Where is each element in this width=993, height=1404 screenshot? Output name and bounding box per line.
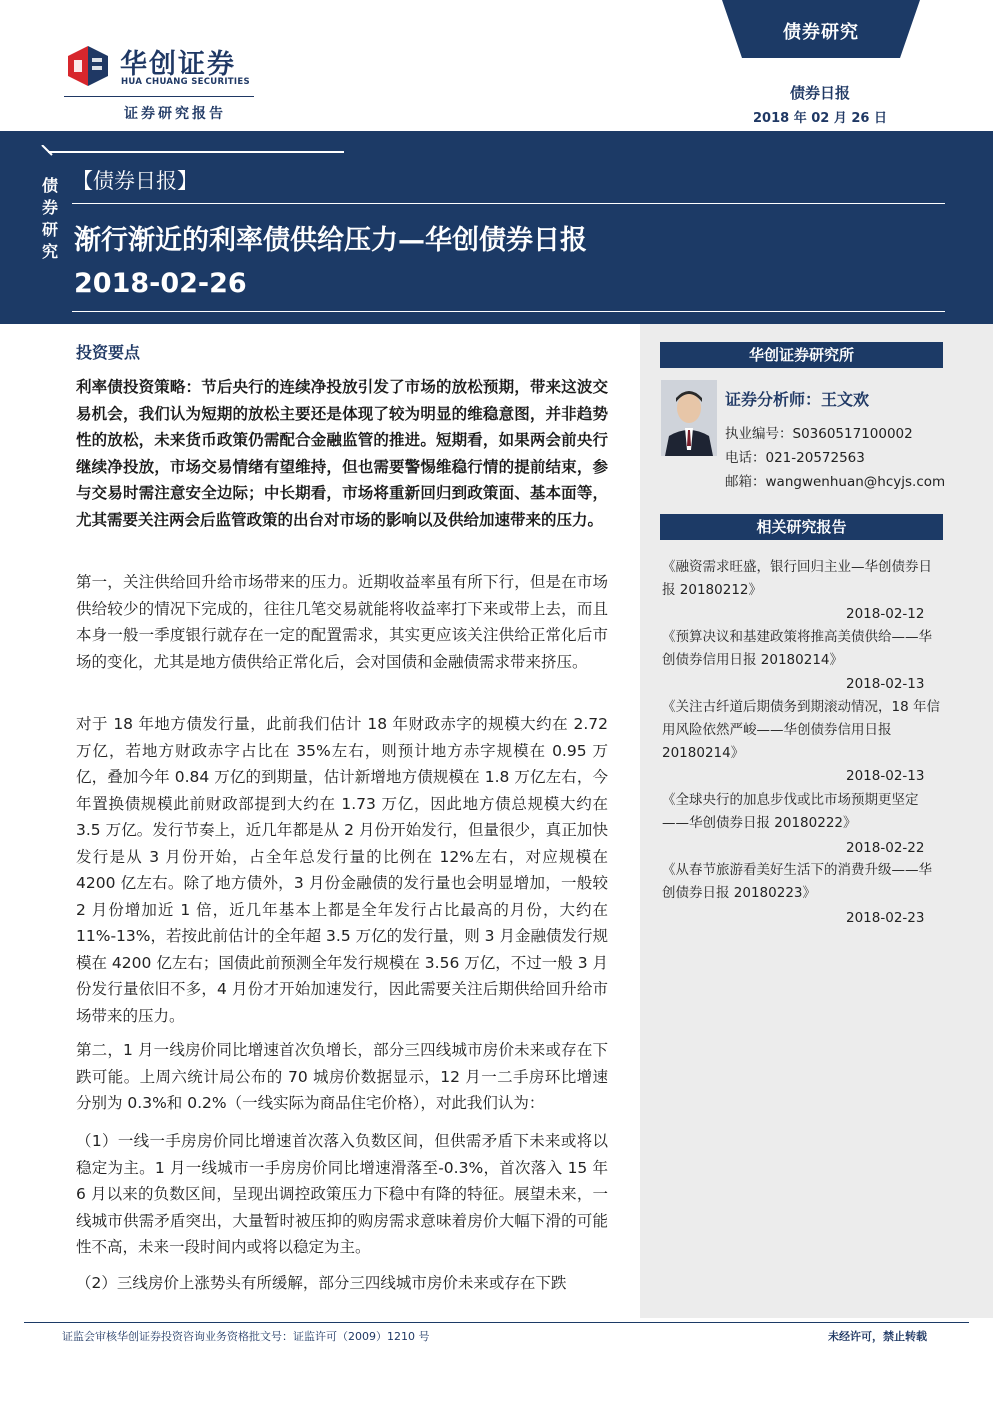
strategy-paragraph: 利率债投资策略：节后央行的连续净投放引发了市场的放松预期，带来这波交易机会，我们认为短期的放松主要还是体现了较为明显的维稳意图，并非趋势性的放松，未来货币政策仍需配合金融监管的推进。短期看，如果两会前央行继续净投放，市场交易情绪有望维持，但也需要警惕维稳行情的提前结束，参与交易时需注意安全边际；中长期看，市场将重新回归到政策面、基本面等，尤其需要关注两会后监管政策的出台对市场的影响以及供给加速带来的压力。 bbox=[76, 378, 608, 529]
category-tab-label: 债券研究 bbox=[783, 22, 859, 43]
logo-chinese-name: 华创证券 bbox=[120, 49, 236, 80]
banner-tag: 【债券日报】 bbox=[72, 169, 198, 193]
related-report-date: 2018-02-23 bbox=[846, 910, 925, 926]
banner-bottom-rule bbox=[72, 311, 945, 312]
analyst-email: 邮箱：wangwenhuan@hcyjs.com bbox=[725, 474, 946, 490]
body-paragraph: （2）三线房价上涨势头有所缓解，部分三四线城市房价未来或存在下跌 bbox=[76, 1274, 567, 1292]
analyst-avatar bbox=[661, 380, 717, 456]
related-report-title[interactable]: 《融资需求旺盛，银行回归主业—华创债券日报 20180212》 bbox=[662, 559, 932, 598]
footer-license-notice: 证监会审核华创证券投资咨询业务资格批文号：证监许可（2009）1210 号 bbox=[62, 1330, 430, 1343]
company-logo-icon bbox=[64, 42, 112, 90]
related-report-date: 2018-02-13 bbox=[846, 676, 925, 692]
body-paragraph: （1）一线一手房房价同比增速首次落入负数区间，但供需矛盾下未来或将以稳定为主。1 月一线城市一手房房价同比增速滑落至-0.3%，首次落入 15 年 6 月以来的负数区间，呈现出调控政策压力下稳中有降的特征。展望未来，一线城市供需矛盾突出，大量暂时被压抑的购房需求意味着房价大幅下滑的可能性不高，未来一段时间内或将以稳定为主。 bbox=[76, 1132, 608, 1256]
category-tab bbox=[722, 0, 920, 58]
footer-copyright: 未经许可，禁止转载 bbox=[828, 1330, 927, 1343]
logo-subtitle: 证券研究报告 bbox=[124, 106, 226, 122]
institute-header: 华创证券研究所 bbox=[660, 342, 943, 368]
title-banner bbox=[0, 131, 993, 324]
analyst-name: 证券分析师：王文欢 bbox=[725, 390, 870, 409]
report-type: 债券日报 bbox=[789, 84, 850, 102]
analyst-phone: 电话：021-20572563 bbox=[725, 450, 865, 466]
section-title: 投资要点 bbox=[76, 343, 141, 362]
related-report-title[interactable]: 《全球央行的加息步伐或比市场预期更坚定——华创债券日报 20180222》 bbox=[662, 792, 919, 831]
footer-rule bbox=[24, 1322, 969, 1323]
related-report-title[interactable]: 《预算决议和基建政策将推高美债供给——华创债券信用日报 20180214》 bbox=[662, 629, 932, 668]
body-paragraph: 对于 18 年地方债发行量，此前我们估计 18 年财政赤字的规模大约在 2.72 万亿，若地方财政赤字占比在 35%左右，则预计地方赤字规模在 0.95 万亿，叠加今年 0.84 万亿的到期量，估计新增地方债规模在 1.8 万亿左右，今年置换债规模此前财政部提到大约在 1.73 万亿，因此地方债总规模大约在 3.5 万亿。发行节奏上，近几年都是从 2 月份开始发行，但量很少，真正加快发行是从 3 月份开始，占全年总发行量的比例在 12%左右，对应规模在 4200 亿左右。除了地方债外，3 月份金融债的发行量也会明显增加，一般较 2 月份增加近 1 倍，近几年基本上都是全年发行占比最高的月份，大约在 11%-13%，若按此前估计的全年超 3.5 万亿的发行量，则 3 月金融债发行规模在 4200 亿左右；国债此前预测全年发行规模在 3.56 万亿，不过一般 3 月份发行量依旧不多，4 月份才开始加速发行，因此需要关注后期供给回升给市场带来的压力。 bbox=[76, 715, 608, 1025]
banner-vertical-label: 债券研究 bbox=[41, 176, 58, 261]
banner-top-rule bbox=[48, 151, 344, 153]
analyst-license: 执业编号：S0360517100002 bbox=[725, 426, 913, 442]
related-report-title[interactable]: 《从春节旅游看美好生活下的消费升级——华创债券日报 20180223》 bbox=[662, 862, 932, 901]
logo-divider bbox=[64, 96, 254, 97]
banner-middle-rule bbox=[72, 203, 945, 204]
logo-english-name: HUA CHUANG SECURITIES bbox=[121, 77, 250, 87]
report-title: 渐行渐近的利率债供给压力—华创债券日报 2018-02-26 bbox=[74, 225, 587, 299]
related-report-title[interactable]: 《关注古纤道后期债务到期滚动情况，18 年信用风险依然严峻——华创债券信用日报 20180214》 bbox=[662, 699, 940, 761]
company-logo bbox=[64, 40, 254, 100]
related-report-date: 2018-02-13 bbox=[846, 768, 925, 784]
body-paragraph: 第二，1 月一线房价同比增速首次负增长，部分三四线城市房价未来或存在下跌可能。上周六统计局公布的 70 城房价数据显示，12 月一二手房环比增速分别为 0.3%和 0.2%（一线实际为商品住宅价格），对此我们认为： bbox=[76, 1041, 608, 1112]
related-report-date: 2018-02-12 bbox=[846, 606, 925, 622]
related-reports-header: 相关研究报告 bbox=[660, 514, 943, 540]
report-date: 2018 年 02 月 26 日 bbox=[753, 111, 887, 126]
body-paragraph: 第一，关注供给回升给市场带来的压力。近期收益率虽有所下行，但是在市场供给较少的情况下完成的，往往几笔交易就能将收益率打下来或带上去，而且本身一般一季度银行就存在一定的配置需求，其实更应该关注供给正常化后市场的变化，尤其是地方债供给正常化后，会对国债和金融债需求带来挤压。 bbox=[76, 573, 608, 671]
related-report-date: 2018-02-22 bbox=[846, 840, 925, 856]
